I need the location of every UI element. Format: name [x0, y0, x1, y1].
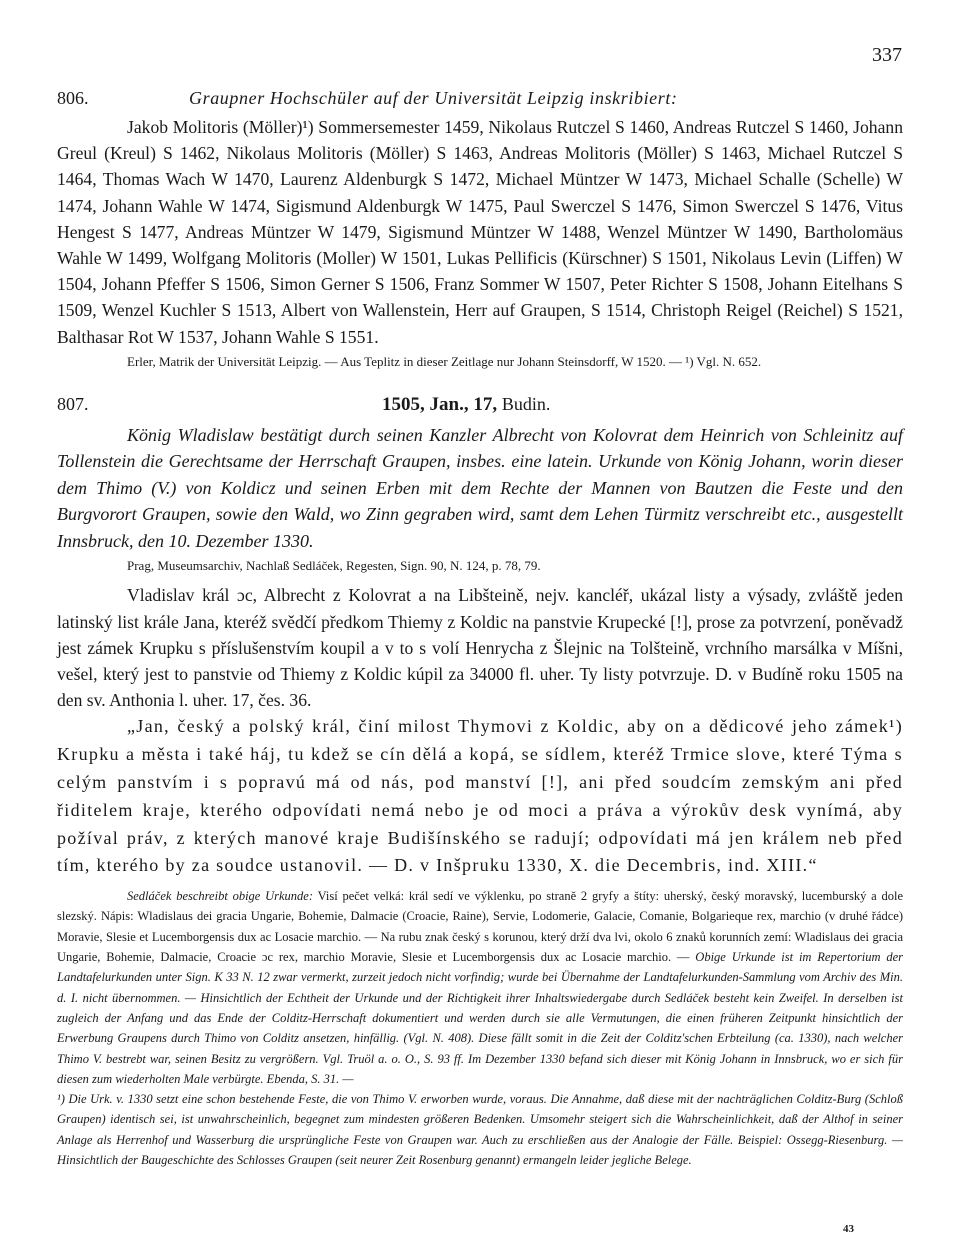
notes-czech: Visí pečet velká: král sedí ve výklenku, po straně 2 gryfy a štíty: uherský, český moravský, lucemburský a dole slezský. Nápis: Wladislaus dei gracia Ungarie, Bohemie, Dalmacie (Croacie, Raine), Servie, Lodomerie, Galacie, Comanie, Bolgarieque rex, marchio (v druhé řádce) Moravie, Slesie et Lucemborgensis dux ac Losacie marchio. — Na rubu znak český s korunou, který drží dva lvi, okolo 6 znaků korunních zemí: Wladislaus dei gracia Ungarie, Bohemie, Dalmacie, Croacie ɔc rex, marchio Moravie, Slesie et Lucemborgensis dux ac Losacie marchio. — — [57, 889, 903, 965]
doc806-number: 806. — [57, 88, 89, 108]
notes-lead: Sedláček beschreibt obige Urkunde: — [127, 889, 314, 904]
doc807-date: 1505, Jan., 17, — [382, 393, 498, 415]
doc806-heading — [57, 88, 903, 114]
doc806-source: Erler, Matrik der Universität Leipzig. — Aus Teplitz in dieser Zeitlage nur Johann Steinsdorff, W 1520. — ¹) Vgl. N. 652. — [127, 353, 762, 369]
section-gap — [57, 372, 903, 394]
page-content — [57, 88, 903, 1170]
doc807-place: Budin. — [501, 393, 551, 414]
doc807-quote: „Jan, český a polský král, činí milost Thymovi z Koldic, aby on a dědicové jeho zámek¹) Krupku a města i také háj, tu kdež se cín dělá a kopá, se sídlem, kteréž Trmice slove, které Týma s celým panstvím i s popravú má od nás, pod manství [!], ani před soudcím zemským ani před řiditelem kraje, kterého odpovídati nemá nebo je od moci a práva a výrokův desk vynímá, aby požíval práv, z kterých manové kraje Budišínského se radují; odpovídati má jen králem neb před tím, kterého by za soudce ustanovil. — D. v Inšpruku 1330, X. die Decembris, ind. XIII.“ — [57, 716, 903, 876]
footnote: ¹) Die Urk. v. 1330 setzt eine schon bestehende Feste, die von Thimo V. erworben wurde, voraus. Die Annahme, daß diese mit der nachträglichen Colditz-Burg (Schloß Graupen) identisch sei, ist unwahrscheinlich, begegnet zum mindesten größeren Bedenken. Umsomehr steigert sich die Wahrscheinlichkeit, daß der Althof in seiner Anlage als Herrenhof und Wasserburg die ursprüngliche Feste von Graupen war. Auch zu erschließen aus der Analogie der Fälle. Beispiel: Ossegg-Riesenburg. — Hinsichtlich der Baugeschichte des Schlosses Graupen (seit neurer Zeit Rosenburg genannt) ermangeln leider jegliche Belege. — [57, 1092, 903, 1167]
doc806-body: Jakob Molitoris (Möller)¹) Sommersemester 1459, Nikolaus Rutczel S 1460, Andreas Rutczel S 1460, Johann Greul (Kreul) S 1462, Nikolaus Molitoris (Möller) S 1463, Andreas Molitoris (Möller) S 1463, Michael Rutczel S 1464, Thomas Wach W 1470, Laurenz Aldenburgk S 1472, Michael Müntzer W 1473, Michael Schalle (Schelle) W 1474, Johann Wahle W 1474, Sigismund Aldenburgk W 1475, Paul Swerczel S 1476, Simon Swerczel S 1476, Vitus Hengest S 1477, Andreas Müntzer W 1479, Sigismund Müntzer W 1488, Wenzel Müntzer W 1490, Bartholomäus Wahle W 1499, Wolfgang Molitoris (Moller) W 1501, Lukas Pellificis (Kürschner) S 1501, Nikolaus Levin (Liffen) W 1504, Johann Pfeffer S 1506, Simon Gerner S 1506, Franz Sommer W 1507, Peter Richter S 1508, Johann Eitelhans S 1509, Wenzel Kuchler S 1513, Albert von Wallenstein, Herr auf Graupen, S 1514, Christoph Reigel (Reichel) S 1521, Balthasar Rot W 1537, Johann Wahle S 1551. — [57, 117, 903, 347]
doc807-czech-text: Vladislav král ɔc, Albrecht z Kolovrat a na Libšteině, nejv. kancléř, ukázal listy a výsady, zvláště jeden latinský list krále Jana, kteréž svědčí předkom Thiemy z Koldic na panstvie Krupecké [!], prose za potvrzení, poněvadž jest zámek Krupku s příslušenstvím koupil a v to s volí Henrycha z Šlejnic na Tolšteině, vrchního marsálka v Míšni, vešel, který jest to panstvie od Thiemy z Koldic kúpil za 34000 fl. uher. Ty listy potvrzuje. D. v Budíně roku 1505 na den sv. Anthonia l. uher. 17, čes. 36. — [57, 585, 903, 711]
footer-mark: 43 — [843, 1223, 854, 1235]
doc807-notes — [57, 886, 903, 1089]
doc807-date-line — [382, 394, 550, 416]
doc807-heading — [57, 394, 903, 420]
doc807-source: Prag, Museumsarchiv, Nachlaß Sedláček, Regesten, Sign. 90, N. 124, p. 78, 79. — [127, 558, 541, 574]
doc806-title: Graupner Hochschüler auf der Universität Leipzig inskribiert: — [189, 88, 678, 108]
notes-german: Obige Urkunde ist im Repertorium der Landtafelurkunden unter Sign. K 33 N. 12 zwar vermerkt, zurzeit jedoch nicht vorfindig; wurde bei Übernahme der Landtafelurkunden-Sammlung vom Archiv des Min. d. I. nicht übernommen. — Hinsichtlich der Echtheit der Urkunde und der Richtigkeit ihrer Inhaltswiedergabe durch Sedláček besteht kein Zweifel. In derselben ist zugleich der Anfang und das Ende der Colditz-Herrschaft dokumentiert und werden durch sie alle Vermutungen, die einen früheren Zeitpunkt hinsichtlich der Erwerbung Graupens durch Thimo von Colditz ansetzen, hinfällig. (Vgl. N. 408). Diese fällt somit in die Zeit der Colditz'schen Erbteilung (ca. 1330), nach welcher Thimo V. bestrebt war, seinen Besitz zu vergrößern. Vgl. Truöl a. o. O., S. 93 ff. Im Dezember 1330 befand sich dieser mit König Johann in Innsbruck, wo er sich für diesen zum wiederholten Male verbürgte. Ebenda, S. 31. — — [57, 950, 903, 1086]
doc807-summary: König Wladislaw bestätigt durch seinen Kanzler Albrecht von Kolovrat dem Heinrich von Schleinitz auf Tollenstein die Gerechtsame der Herrschaft Graupen, insbes. eine latein. Urkunde von König Johann, worin dieser dem Thimo (V.) von Koldicz und seinen Erben mit dem Rechte der Mannen von Bautzen die Feste und den Burgvorort Graupen, sowie den Wald, wo Zinn gegraben wird, samt dem Lehen Türmitz verschreibt etc., ausgestellt Innsbruck, den 10. Dezember 1330. — [57, 424, 903, 551]
doc807-number: 807. — [57, 393, 89, 414]
page-number: 337 — [872, 44, 902, 66]
